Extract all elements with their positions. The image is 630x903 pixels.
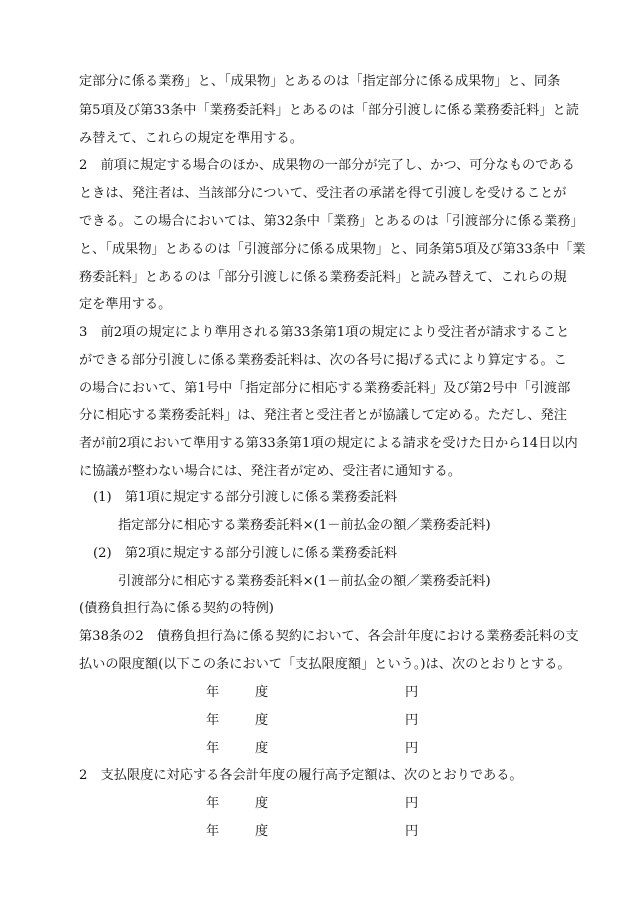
- yen-label: 円: [405, 824, 419, 839]
- year-label: 年: [206, 824, 220, 839]
- degree-label: 度: [255, 824, 269, 839]
- degree-label: 度: [255, 713, 269, 728]
- degree-label: 度: [255, 685, 269, 700]
- item-2-formula: 引渡部分に相応する業務委託料×(1－前払金の額／業務委託料): [118, 574, 491, 589]
- text-line: の場合において、第1号中「指定部分に相応する業務委託料」及び第2号中「引渡部: [79, 381, 571, 396]
- text-line: 払いの限度額(以下この条において「支払限度額」という。)は、次のとおりとする。: [79, 657, 571, 672]
- text-line: 定を準用する。: [79, 297, 172, 312]
- article-38-2-line: 第38条の2 債務負担行為に係る契約において、各会計年度における業務委託料の支: [79, 629, 579, 644]
- text-line: できる。この場合においては、第32条中「業務」とあるのは「引渡部分に係る業務」: [79, 214, 584, 229]
- text-line: 者が前2項において準用する第33条第1項の規定による請求を受けた日から14日以内: [79, 436, 578, 451]
- year-label: 年: [206, 685, 220, 700]
- table-b-row: [0, 796, 630, 812]
- table-b-row: [0, 824, 630, 840]
- text-line: 分に相応する業務委託料」は、発注者と受注者とが協議して定める。ただし、発注: [79, 408, 567, 423]
- text-line: に協議が整わない場合には、発注者が定め、受注者に通知する。: [79, 464, 461, 479]
- degree-label: 度: [255, 741, 269, 756]
- year-label: 年: [206, 741, 220, 756]
- paragraph-2b-line: 2 支払限度に対応する各会計年度の履行高予定額は、次のとおりである。: [79, 768, 523, 783]
- yen-label: 円: [405, 685, 419, 700]
- item-1-title: (1) 第1項に規定する部分引渡しに係る業務委託料: [93, 490, 398, 505]
- text-line: み替えて、これらの規定を準用する。: [79, 131, 303, 146]
- item-1-formula: 指定部分に相応する業務委託料×(1－前払金の額／業務委託料): [118, 518, 491, 533]
- year-label: 年: [206, 796, 220, 811]
- yen-label: 円: [405, 796, 419, 811]
- section-heading: (債務負担行為に係る契約の特例): [79, 601, 274, 616]
- year-label: 年: [206, 713, 220, 728]
- table-a-row: [0, 685, 630, 701]
- paragraph-2-line: 2 前項に規定する場合のほか、成果物の一部分が完了し、かつ、可分なものである: [79, 158, 575, 173]
- text-line: ときは、発注者は、当該部分について、受注者の承諾を得て引渡しを受けることが: [79, 186, 567, 201]
- yen-label: 円: [405, 713, 419, 728]
- text-line: 務委託料」とあるのは「部分引渡しに係る業務委託料」と読み替えて、これらの規: [79, 270, 567, 285]
- text-line: ができる部分引渡しに係る業務委託料は、次の各号に掲げる式により算定する。こ: [79, 353, 567, 368]
- text-line: 定部分に係る業務」と、「成果物」とあるのは「指定部分に係る成果物」と、同条: [79, 74, 561, 89]
- text-line: と、「成果物」とあるのは「引渡部分に係る成果物」と、同条第5項及び第33条中「業: [79, 242, 586, 257]
- paragraph-3-line: 3 前2項の規定により準用される第33条第1項の規定により受注者が請求すること: [79, 325, 570, 340]
- table-a-row: [0, 741, 630, 757]
- text-line: 第5項及び第33条中「業務委託料」とあるのは「部分引渡しに係る業務委託料」と読: [79, 103, 579, 118]
- degree-label: 度: [255, 796, 269, 811]
- yen-label: 円: [405, 741, 419, 756]
- table-a-row: [0, 713, 630, 729]
- item-2-title: (2) 第2項に規定する部分引渡しに係る業務委託料: [93, 546, 398, 561]
